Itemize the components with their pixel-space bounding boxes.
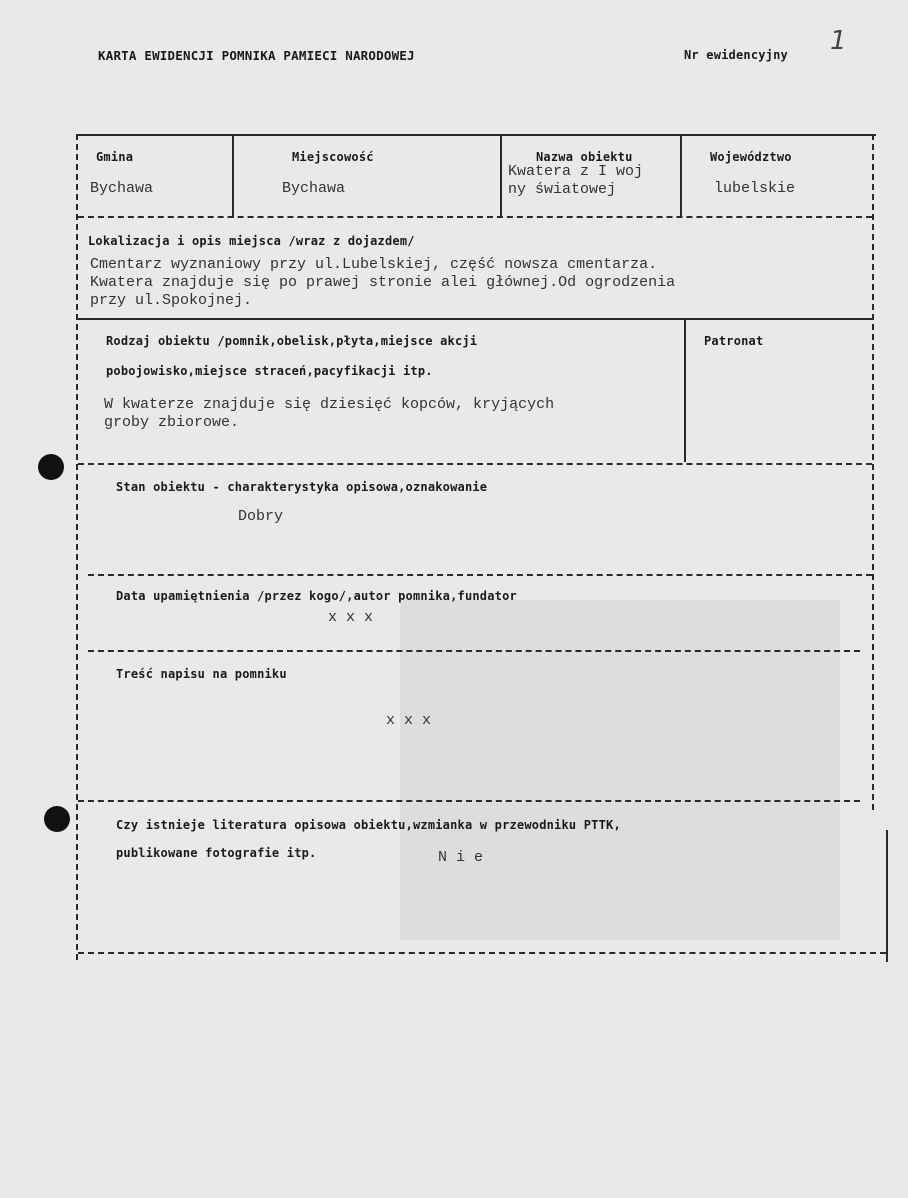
row-divider-1 xyxy=(78,216,872,218)
wojewodztwo-label: Województwo xyxy=(710,150,792,164)
rodzaj-line1: W kwaterze znajduje się dziesięć kopców, kryjących xyxy=(104,396,555,413)
row-divider-2 xyxy=(78,318,872,320)
row-divider-3 xyxy=(78,463,872,465)
lokalizacja-label: Lokalizacja i opis miejsca /wraz z dojazdem/ xyxy=(88,234,415,248)
table-top-border xyxy=(76,134,876,136)
row-divider-4 xyxy=(88,574,872,576)
tresc-value: x x x xyxy=(386,712,432,729)
rodzaj-line2: groby zbiorowe. xyxy=(104,414,240,431)
punch-hole-top xyxy=(38,454,64,480)
stan-value: Dobry xyxy=(238,508,284,525)
patronat-divider xyxy=(684,320,686,462)
gmina-label: Gmina xyxy=(96,150,134,164)
row-divider-6 xyxy=(78,800,860,802)
rodzaj-label-line2: pobojowisko,miejsce straceń,pacyfikacji itp. xyxy=(106,364,433,378)
nazwa-obiektu-line2: ny światowej xyxy=(508,181,617,198)
literatura-label-line1: Czy istnieje literatura opisowa obiektu,wzmianka w przewodniku PTTK, xyxy=(116,818,621,832)
nazwa-obiektu-line1: Kwatera z I woj xyxy=(508,163,644,180)
miejscowosc-label: Miejscowość xyxy=(292,150,374,164)
row-divider-5 xyxy=(88,650,860,652)
column-divider-3 xyxy=(680,136,682,218)
literatura-label-line2: publikowane fotografie itp. xyxy=(116,846,317,860)
literatura-value: N i e xyxy=(438,849,484,866)
miejscowosc-value: Bychawa xyxy=(282,180,346,197)
wojewodztwo-value: lubelskie xyxy=(714,180,796,197)
table-right-border xyxy=(872,134,874,810)
data-upamietnienia-value: x x x xyxy=(328,609,374,626)
registry-number-value: 1 xyxy=(830,26,847,56)
column-divider-1 xyxy=(232,136,234,218)
patronat-label: Patronat xyxy=(704,334,764,348)
rodzaj-label-line1: Rodzaj obiektu /pomnik,obelisk,płyta,miejsce akcji xyxy=(106,334,478,348)
gmina-value: Bychawa xyxy=(90,180,154,197)
lokalizacja-line3: przy ul.Spokojnej. xyxy=(90,292,253,309)
document-title: KARTA EWIDENCJI POMNIKA PAMIECI NARODOWEJ xyxy=(98,48,415,63)
column-divider-2 xyxy=(500,136,502,218)
lokalizacja-line2: Kwatera znajduje się po prawej stronie alei głównej.Od ogrodzenia xyxy=(90,274,676,291)
table-right-border-lower xyxy=(886,830,888,962)
tresc-label: Treść napisu na pomniku xyxy=(116,667,287,681)
nazwa-obiektu-label: Nazwa obiektu xyxy=(536,150,633,164)
punch-hole-bottom xyxy=(44,806,70,832)
lokalizacja-line1: Cmentarz wyznaniowy przy ul.Lubelskiej, część nowsza cmentarza. xyxy=(90,256,658,273)
table-left-border xyxy=(76,134,78,960)
data-upamietnienia-label: Data upamiętnienia /przez kogo/,autor pomnika,fundator xyxy=(116,589,517,603)
table-bottom-border xyxy=(78,952,886,954)
registry-number-label: Nr ewidencyjny xyxy=(684,48,788,62)
stan-label: Stan obiektu - charakterystyka opisowa,oznakowanie xyxy=(116,480,488,494)
